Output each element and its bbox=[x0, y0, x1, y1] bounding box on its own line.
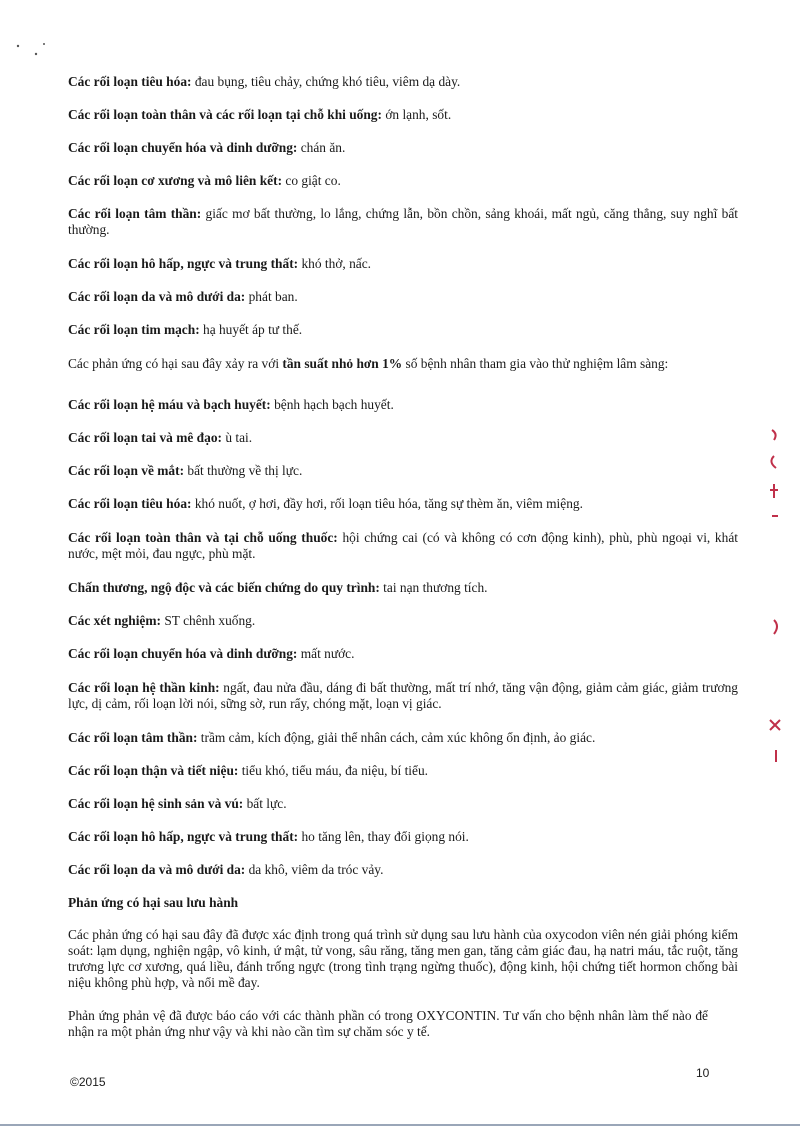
entry-text: hạ huyết áp tư thế. bbox=[199, 322, 303, 337]
entry-ear-disorders: Các rối loạn tai và mê đạo: ù tai. bbox=[68, 430, 253, 445]
entry-psychiatric-disorders-rare: Các rối loạn tâm thần: trầm cảm, kích động, giải thể nhân cách, cảm xúc không ổn định, ảo giác. bbox=[68, 730, 596, 745]
entry-musculoskeletal-disorders bbox=[68, 173, 738, 189]
entry-text: phát ban. bbox=[245, 289, 298, 304]
scan-edge-line bbox=[0, 1124, 800, 1126]
entry-label: Các rối loạn toàn thân và các rối loạn tại chỗ khi uống: bbox=[68, 107, 382, 122]
entry-text: giấc mơ bất thường, lo lắng, chứng lẫn, bồn chồn, sảng khoái, mất ngủ, căng thẳng, suy nghĩ bất thường. bbox=[68, 206, 739, 237]
entry-text: co giật co. bbox=[282, 173, 341, 188]
entry-label: Các rối loạn tâm thần: bbox=[68, 206, 202, 221]
entry-reproductive-disorders: Các rối loạn hệ sinh sản và vú: bất lực. bbox=[68, 796, 287, 811]
entry-metabolism-disorders-rare: Các rối loạn chuyển hóa và dinh dưỡng: mất nước. bbox=[68, 646, 355, 661]
entry-respiratory-disorders bbox=[68, 256, 738, 272]
footer-page-number: 10 bbox=[696, 1066, 710, 1080]
entry-general-disorders-rare: Các rối loạn toàn thân và tại chỗ uống thuốc: hội chứng cai (có và không có cơn động kinh), phù, phù ngoại vi, khát nước, mệt mỏi, đau ngực, phù mặt. bbox=[68, 530, 738, 561]
scan-corner-marks bbox=[14, 40, 54, 70]
entry-injury-poisoning: Chấn thương, ngộ độc và các biến chứng do quy trình: tai nạn thương tích. bbox=[68, 580, 488, 595]
entry-general-disorders bbox=[68, 107, 738, 123]
entry-renal-urinary-disorders: Các rối loạn thận và tiết niệu: tiểu khó, tiểu máu, đa niệu, bí tiểu. bbox=[68, 763, 429, 778]
entry-gi-disorders bbox=[68, 74, 738, 90]
entry-text: đau bụng, tiêu chảy, chứng khó tiêu, viêm dạ dày. bbox=[191, 74, 461, 89]
entry-skin-disorders bbox=[68, 289, 738, 305]
entry-label: Các rối loạn da và mô dưới da: bbox=[68, 289, 246, 304]
footer-copyright: ©2015 bbox=[70, 1075, 106, 1089]
entry-respiratory-disorders-rare: Các rối loạn hô hấp, ngực và trung thất: ho tăng lên, thay đổi giọng nói. bbox=[68, 829, 469, 844]
red-stamp-marks bbox=[760, 420, 790, 780]
entry-nervous-system-disorders: Các rối loạn hệ thần kinh: ngất, đau nửa đầu, dáng đi bất thường, mất trí nhớ, tăng vận động, giảm cảm giác, giảm trương lực, dị cảm, rối loạn lời nói, sững sờ, run rẩy, chóng mặt, loạn vị giác. bbox=[68, 680, 738, 711]
entry-text: khó thở, nấc. bbox=[298, 256, 372, 271]
postmarketing-paragraph: Các phản ứng có hại sau đây đã được xác định trong quá trình sử dụng sau lưu hành của oxycodon viên nén giải phóng kiểm soát: lạm dụng, nghiện ngập, vô kinh, ứ mật, tử vong, sâu răng, tăng men gan, tăng cảm giác đau, hạ natri máu, tắc ruột, tăng trương lực cơ xương, quá liều, đánh trống ngực (trong tình trạng ngừng thuốc), động kinh, hội chứng tiết hormon chống bài niệu không phù hợp, và nổi mề đay. bbox=[68, 927, 738, 990]
entry-label: Các rối loạn cơ xương và mô liên kết: bbox=[68, 173, 283, 188]
entry-investigations: Các xét nghiệm: ST chênh xuống. bbox=[68, 613, 256, 628]
entry-gi-disorders-rare: Các rối loạn tiêu hóa: khó nuốt, ợ hơi, đầy hơi, rối loạn tiêu hóa, tăng sự thèm ăn, viêm miệng. bbox=[68, 496, 583, 511]
entry-label: Các rối loạn tim mạch: bbox=[68, 322, 200, 337]
entry-text: ớn lạnh, sốt. bbox=[381, 107, 452, 122]
entry-text: chán ăn. bbox=[297, 140, 346, 155]
entry-metabolism-disorders bbox=[68, 140, 738, 156]
entry-cardiovascular-disorders bbox=[68, 322, 738, 338]
intro-frequency-paragraph: Các phản ứng có hại sau đây xảy ra với tần suất nhỏ hơn 1% số bệnh nhân tham gia vào thử nghiệm lâm sàng: bbox=[68, 356, 669, 371]
entry-blood-lymphatic-disorders: Các rối loạn hệ máu và bạch huyết: bệnh hạch bạch huyết. bbox=[68, 397, 394, 412]
entry-skin-disorders-rare: Các rối loạn da và mô dưới da: da khô, viêm da tróc vảy. bbox=[68, 862, 384, 877]
entry-label: Các rối loạn chuyển hóa và dinh dưỡng: bbox=[68, 140, 298, 155]
entry-eye-disorders: Các rối loạn về mắt: bất thường về thị lực. bbox=[68, 463, 303, 478]
entry-label: Các rối loạn hô hấp, ngực và trung thất: bbox=[68, 256, 299, 271]
entry-label: Các rối loạn tiêu hóa: bbox=[68, 74, 192, 89]
anaphylaxis-paragraph: Phản ứng phản vệ đã được báo cáo với các thành phần có trong OXYCONTIN. Tư vấn cho bệnh nhân làm thế nào để nhận ra một phản ứng như vậy và khi nào cần tìm sự chăm sóc y tế. bbox=[68, 1008, 708, 1039]
entry-psychiatric-disorders bbox=[68, 206, 738, 238]
postmarketing-heading: Phản ứng có hại sau lưu hành bbox=[68, 895, 239, 910]
